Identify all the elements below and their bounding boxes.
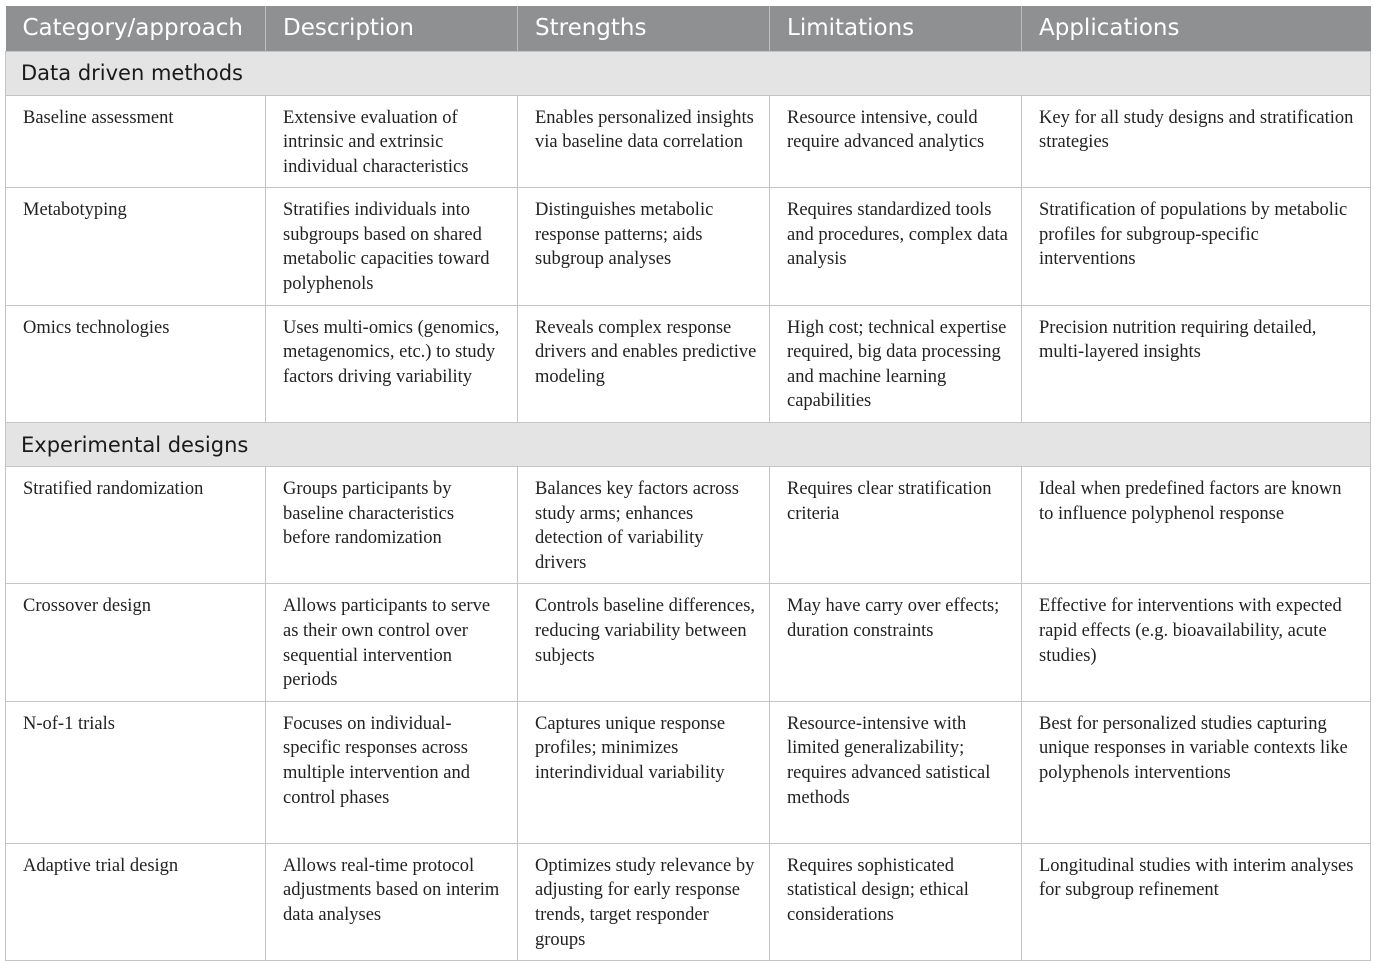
cell-applications: Stratification of populations by metabolic profiles for subgroup-specific interventions [1022,188,1371,305]
table-row [6,467,1371,584]
cell-description: Stratifies individuals into subgroups based on shared metabolic capacities toward polyphenols [266,188,518,305]
section-row [6,423,1371,467]
cell-category: N-of-1 trials [6,701,266,843]
cell-strengths: Balances key factors across study arms; enhances detection of variability drivers [518,467,770,584]
cell-description: Allows real-time protocol adjustments based on interim data analyses [266,843,518,960]
table-row [6,188,1371,305]
cell-description: Groups participants by baseline characteristics before randomization [266,467,518,584]
cell-strengths: Distinguishes metabolic response patterns; aids subgroup analyses [518,188,770,305]
cell-strengths: Controls baseline differences, reducing variability between subjects [518,584,770,701]
table-row [6,843,1371,960]
cell-description: Allows participants to serve as their own control over sequential intervention periods [266,584,518,701]
cell-limitations: Resource-intensive with limited generalizability; requires advanced satistical methods [770,701,1022,843]
cell-description: Uses multi-omics (genomics, metagenomics, etc.) to study factors driving variability [266,305,518,422]
cell-applications: Precision nutrition requiring detailed, multi-layered insights [1022,305,1371,422]
cell-applications: Best for personalized studies capturing unique responses in variable contexts like polyphenols interventions [1022,701,1371,843]
table-row [6,305,1371,422]
section-title: Data driven methods [6,51,1371,95]
cell-category: Metabotyping [6,188,266,305]
cell-limitations: Resource intensive, could require advanced analytics [770,95,1022,188]
cell-applications: Longitudinal studies with interim analyses for subgroup refinement [1022,843,1371,960]
cell-applications: Ideal when predefined factors are known to influence polyphenol response [1022,467,1371,584]
section-title: Experimental designs [6,423,1371,467]
cell-applications: Key for all study designs and stratification strategies [1022,95,1371,188]
header-row [6,6,1371,51]
cell-limitations: High cost; technical expertise required, big data processing and machine learning capabilities [770,305,1022,422]
table-row [6,584,1371,701]
header-description: Description [266,6,518,51]
header-category: Category/approach [6,6,266,51]
section-row [6,51,1371,95]
cell-strengths: Reveals complex response drivers and enables predictive modeling [518,305,770,422]
approaches-table [5,6,1371,961]
cell-limitations: Requires sophisticated statistical design; ethical considerations [770,843,1022,960]
cell-description: Focuses on individual-specific responses across multiple intervention and control phases [266,701,518,843]
table-row [6,95,1371,188]
header-limitations: Limitations [770,6,1022,51]
cell-strengths: Enables personalized insights via baseline data correlation [518,95,770,188]
cell-category: Baseline assessment [6,95,266,188]
cell-applications: Effective for interventions with expected rapid effects (e.g. bioavailability, acute studies) [1022,584,1371,701]
cell-description: Extensive evaluation of intrinsic and extrinsic individual characteristics [266,95,518,188]
cell-limitations: Requires clear stratification criteria [770,467,1022,584]
header-strengths: Strengths [518,6,770,51]
table-row [6,701,1371,843]
cell-category: Stratified randomization [6,467,266,584]
cell-category: Crossover design [6,584,266,701]
cell-category: Adaptive trial design [6,843,266,960]
cell-limitations: Requires standardized tools and procedures, complex data analysis [770,188,1022,305]
cell-category: Omics technologies [6,305,266,422]
cell-strengths: Optimizes study relevance by adjusting for early response trends, target responder groups [518,843,770,960]
header-applications: Applications [1022,6,1371,51]
cell-strengths: Captures unique response profiles; minimizes interindividual variability [518,701,770,843]
cell-limitations: May have carry over effects; duration constraints [770,584,1022,701]
